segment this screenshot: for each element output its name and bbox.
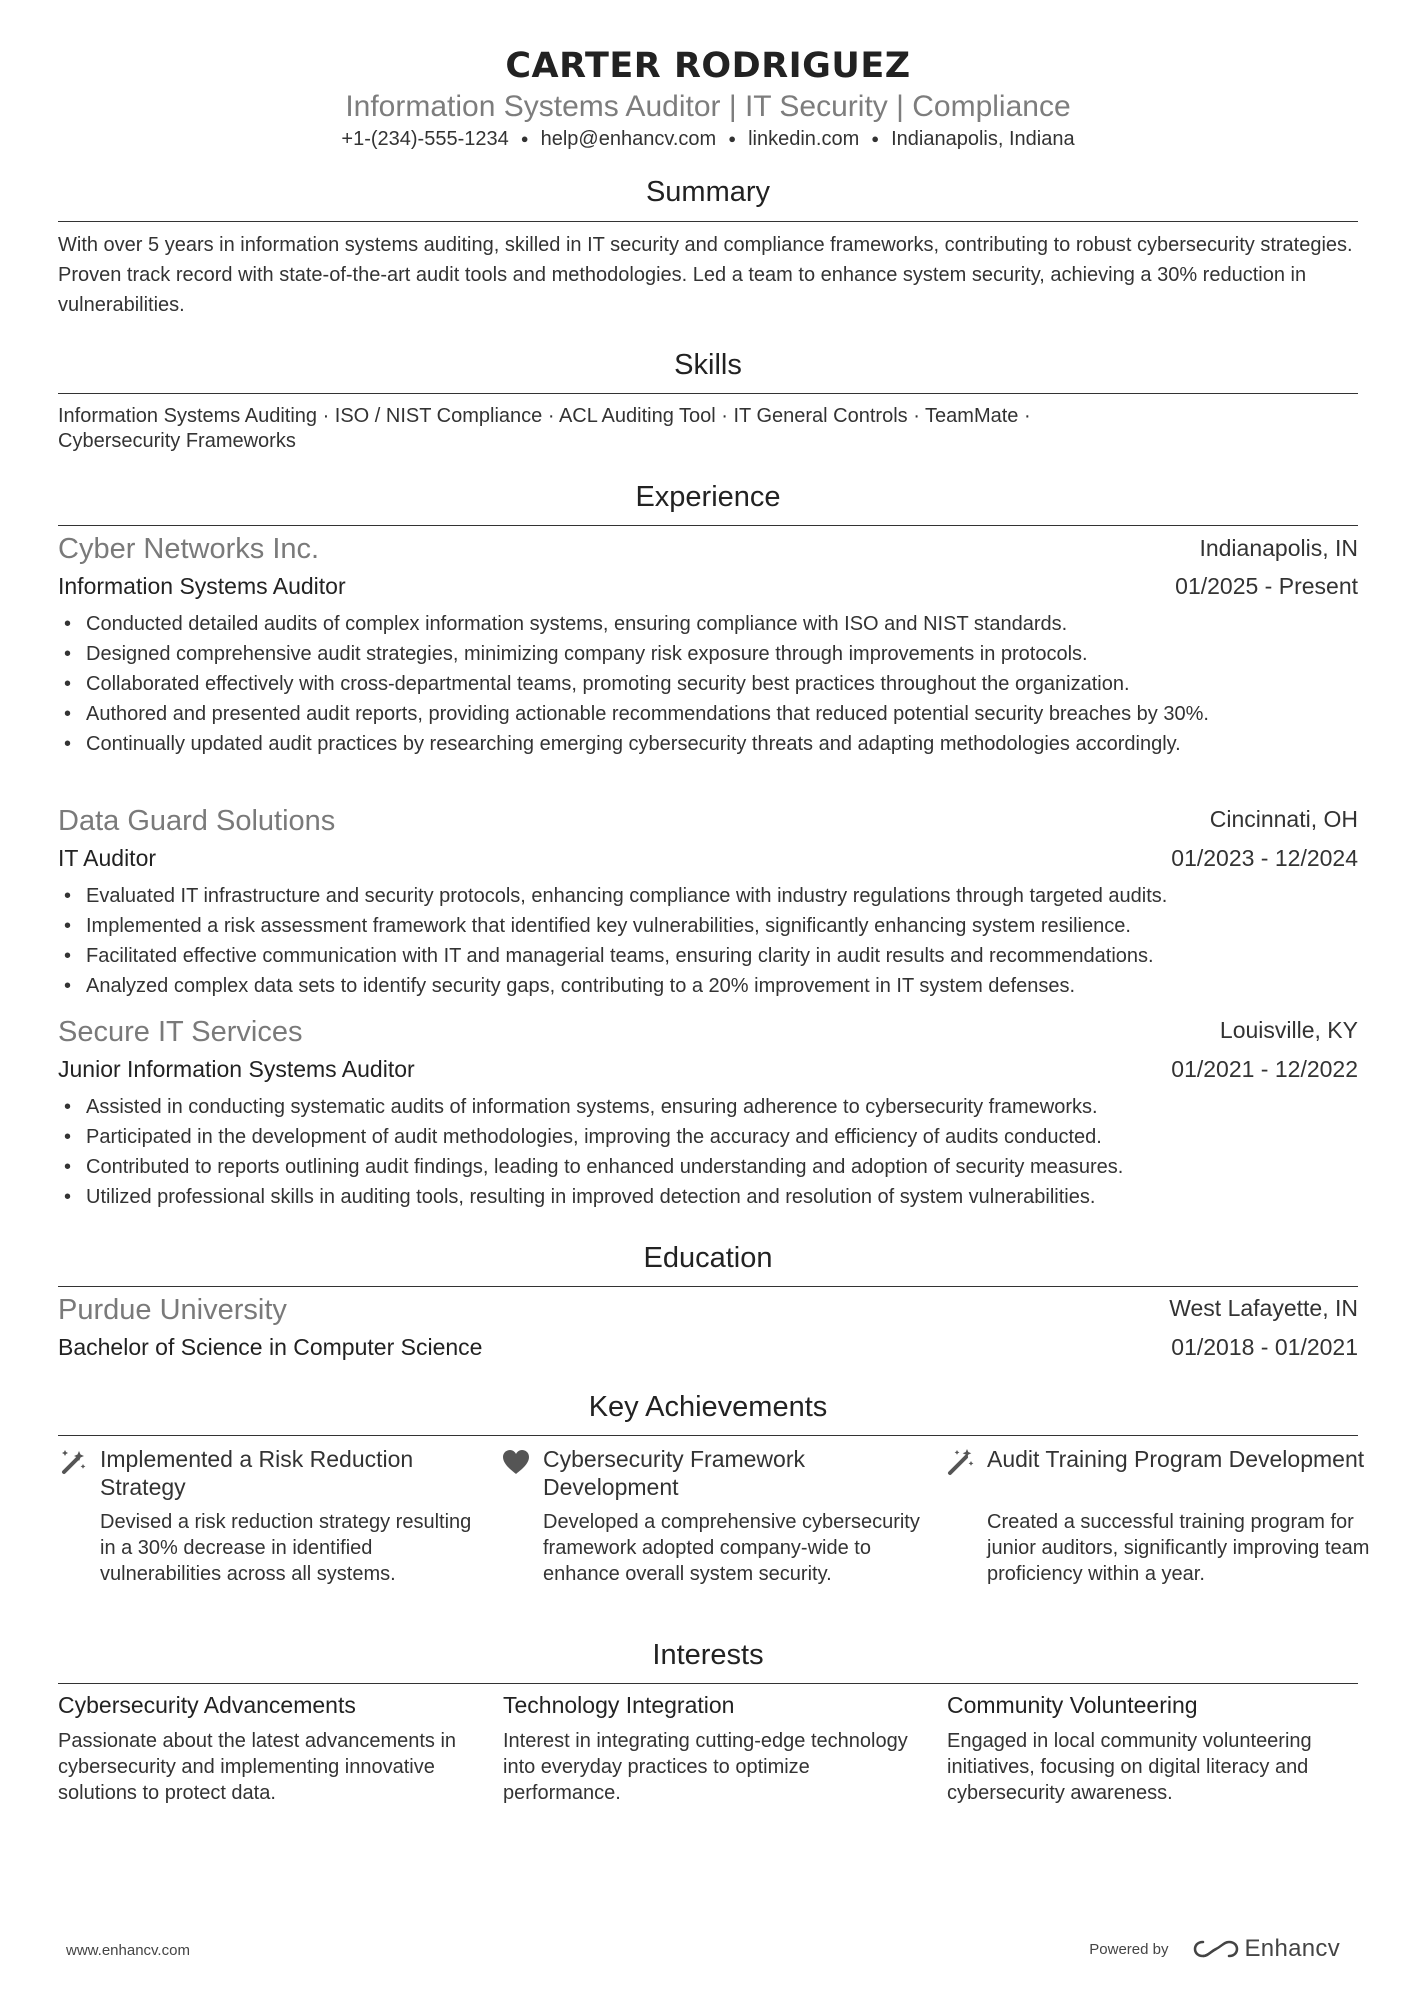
magic-wand-icon [58, 1447, 88, 1477]
job-bullet: • Authored and presented audit reports, providing actionable recommendations that reduced potential security breaches by 30%. [58, 699, 1358, 729]
job-dates: 01/2025 - Present [1175, 573, 1358, 599]
separator-dot: ● [871, 131, 880, 146]
job-role: IT Auditor [58, 845, 157, 871]
section-divider [58, 1683, 1358, 1684]
section-divider [58, 393, 1358, 394]
separator-dot: ● [728, 131, 737, 146]
job-location: Louisville, KY [1219, 1017, 1358, 1043]
job-role: Junior Information Systems Auditor [58, 1056, 415, 1082]
job-bullet: • Participated in the development of audit methodologies, improving the accuracy and efficiency of audits conducted. [58, 1122, 1358, 1152]
section-divider [58, 221, 1358, 222]
interest-description: Interest in integrating cutting-edge technology into everyday practices to optimize performance. [503, 1730, 908, 1804]
job-dates: 01/2021 - 12/2022 [1171, 1056, 1358, 1082]
achievement-description: Developed a comprehensive cybersecurity framework adopted company-wide to enhance overall system security. [543, 1511, 920, 1585]
enhancv-logo-icon [1193, 1938, 1239, 1960]
contact-linkedin[interactable]: linkedin.com [748, 128, 860, 150]
job-bullet: • Designed comprehensive audit strategies, minimizing company risk exposure through improvements in protocols. [58, 639, 1358, 669]
education-location: West Lafayette, IN [1169, 1295, 1358, 1321]
education-school: Purdue University [58, 1294, 287, 1326]
job-bullet: • Facilitated effective communication with IT and managerial teams, ensuring clarity in audit results and recommendations. [58, 941, 1358, 971]
education-dates: 01/2018 - 01/2021 [1171, 1334, 1358, 1360]
job-bullet: • Utilized professional skills in auditing tools, resulting in improved detection and resolution of system vulnerabilities. [58, 1182, 1358, 1212]
footer-branding [1089, 1934, 1340, 1964]
section-divider [58, 525, 1358, 526]
contact-email[interactable]: help@enhancv.com [540, 128, 717, 150]
summary-text: With over 5 years in information systems auditing, skilled in IT security and compliance frameworks, contributing to robust cybersecurity strategies. Proven track record with state-of-the-art audit tools and methodologies. Led a team to enhance system security, achieving a 30% reduction in vulnerabilities. [58, 234, 1353, 316]
achievement-description: Created a successful training program for junior auditors, significantly improving team proficiency within a year. [987, 1511, 1370, 1585]
section-title-summary: Summary [645, 176, 771, 208]
job-bullets [58, 881, 1358, 1001]
job-dates: 01/2023 - 12/2024 [1171, 845, 1358, 871]
job-bullet: • Conducted detailed audits of complex information systems, ensuring compliance with ISO and NIST standards. [58, 609, 1358, 639]
contact-phone: +1-(234)-555-1234 [341, 128, 509, 150]
magic-wand-icon [945, 1447, 975, 1477]
education-degree: Bachelor of Science in Computer Science [58, 1334, 483, 1360]
interest-title: Technology Integration [503, 1692, 735, 1718]
interest-title: Cybersecurity Advancements [58, 1692, 356, 1718]
section-divider [58, 1286, 1358, 1287]
powered-by-label: Powered by [1089, 1940, 1169, 1958]
section-title-interests: Interests [652, 1639, 764, 1671]
job-bullets [58, 609, 1358, 759]
achievement-description: Devised a risk reduction strategy resulting in a 30% decrease in identified vulnerabilities across all systems. [100, 1511, 472, 1585]
brand-name: Enhancv [1244, 1935, 1340, 1962]
achievement-title: Cybersecurity Framework Development [543, 1446, 805, 1500]
job-bullet: • Analyzed complex data sets to identify security gaps, contributing to a 20% improvement in IT system defenses. [58, 971, 1358, 1001]
section-title-education: Education [643, 1242, 773, 1274]
section-title-achievements: Key Achievements [588, 1391, 828, 1423]
interest-title: Community Volunteering [947, 1692, 1198, 1718]
achievement-title: Implemented a Risk Reduction Strategy [100, 1446, 414, 1500]
job-bullet: • Implemented a risk assessment framework that identified key vulnerabilities, significantly enhancing system resilience. [58, 911, 1358, 941]
section-divider [58, 1435, 1358, 1436]
candidate-headline: Information Systems Auditor | IT Security | Compliance [345, 90, 1071, 123]
contact-location: Indianapolis, Indiana [891, 128, 1075, 150]
job-location: Indianapolis, IN [1199, 535, 1358, 561]
job-bullets [58, 1092, 1358, 1212]
job-bullet: • Evaluated IT infrastructure and security protocols, enhancing compliance with industry regulations through targeted audits. [58, 881, 1358, 911]
candidate-name: CARTER RODRIGUEZ [505, 46, 911, 86]
section-title-skills: Skills [674, 349, 742, 381]
job-bullet: • Contributed to reports outlining audit findings, leading to enhanced understanding and adoption of security measures. [58, 1152, 1358, 1182]
job-bullet: • Continually updated audit practices by researching emerging cybersecurity threats and adapting methodologies accordingly. [58, 729, 1358, 759]
job-role: Information Systems Auditor [58, 573, 346, 599]
footer-website[interactable]: www.enhancv.com [66, 1942, 190, 1959]
skills-list: Information Systems Auditing · ISO / NIST Compliance · ACL Auditing Tool · IT General Controls · TeamMate · Cybersecurity Frameworks [58, 405, 1031, 452]
interest-description: Passionate about the latest advancements in cybersecurity and implementing innovative solutions to protect data. [58, 1730, 457, 1804]
interest-description: Engaged in local community volunteering initiatives, focusing on digital literacy and cybersecurity awareness. [947, 1730, 1312, 1804]
job-company: Secure IT Services [58, 1016, 303, 1048]
job-bullet: • Assisted in conducting systematic audits of information systems, ensuring adherence to cybersecurity frameworks. [58, 1092, 1358, 1122]
job-bullet: • Collaborated effectively with cross-departmental teams, promoting security best practices throughout the organization. [58, 669, 1358, 699]
job-location: Cincinnati, OH [1209, 806, 1358, 832]
achievement-title: Audit Training Program Development [987, 1446, 1365, 1472]
contact-info [58, 128, 1358, 151]
job-company: Data Guard Solutions [58, 805, 336, 837]
job-company: Cyber Networks Inc. [58, 533, 320, 565]
heart-icon [501, 1447, 531, 1477]
separator-dot: ● [520, 131, 529, 146]
section-title-experience: Experience [635, 481, 781, 513]
